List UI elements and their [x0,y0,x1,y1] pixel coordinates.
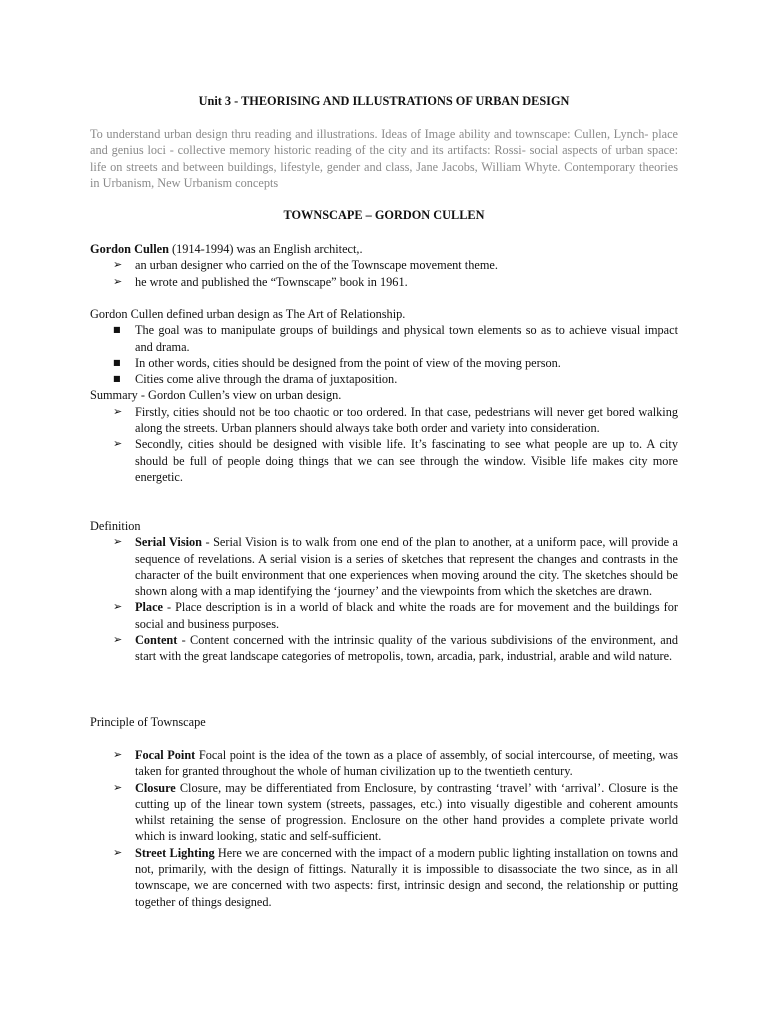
arrow-bullet-icon: ➢ [113,404,123,418]
arrow-bullet-icon: ➢ [113,437,123,451]
list-item: ➢ Place - Place description is in a world of black and white the roads are for movement and the buildings for social and business purposes. [113,600,678,631]
bio-name: Gordon Cullen [90,242,169,256]
arrow-bullet-icon: ➢ [113,258,123,272]
principle-section [90,714,678,730]
summary-list [90,404,678,485]
square-bullet-icon: ■ [113,325,121,335]
definition-section [90,518,678,665]
relationship-section [90,306,678,485]
bio-line [90,241,678,257]
summary-heading: Summary - Gordon Cullen’s view on urban design. [90,388,342,403]
principle-heading: Principle of Townscape [90,715,206,729]
arrow-bullet-icon: ➢ [113,600,123,614]
term: Street Lighting [135,845,215,860]
arrow-bullet-icon: ➢ [113,535,123,549]
definition-heading: Definition [90,519,141,533]
square-bullet-icon: ■ [113,357,121,367]
list-item: ➢ Focal Point Focal point is the idea of the town as a place of assembly, of social intercourse, of meeting, was taken for granted throughout the whole of human civilization up to the twentieth century. [113,748,678,779]
arrow-bullet-icon: ➢ [113,780,123,794]
list-item: ➢ Content - Content concerned with the intrinsic quality of the various subdivisions of the environment, and start with the great landscape categories of metropolis, town, arcadia, park, industrial, arable and wild nature. [113,633,678,664]
term: Serial Vision [135,535,203,550]
list-item: ➢ Closure Closure, may be differentiated from Enclosure, by contrasting ‘travel’ with ‘arrival’. Closure is the cutting up of the linear town system (streets, passages, etc.) into visually digestible and coherent amounts whilst retaining the sense of progression. Enclosure on the other hand provides a complete private world which is inward looking, static and self-sufficient. [113,780,678,844]
arrow-bullet-icon: ➢ [113,748,123,761]
definition-list [90,534,678,664]
bio-list [90,257,678,290]
list-item: ➢ an urban designer who carried on the of the Townscape movement theme. [113,258,498,273]
principle-list-block [90,747,678,910]
unit-title: Unit 3 - THEORISING AND ILLUSTRATIONS OF URBAN DESIGN [198,94,570,108]
term: Content [135,633,178,648]
term: Closure [135,780,176,795]
principle-list [90,747,678,910]
list-item: ➢ Secondly, cities should be designed with visible life. It’s fascinating to see what people are up to. A city should be full of people doing things that we can see through the window. Visible life makes city more energetic. [113,437,678,484]
list-item: ➢ Serial Vision - Serial Vision is to walk from one end of the plan to another, at a uniform pace, will provide a sequence of revelations. A serial vision is a series of sketches that represent the changes and contrasts in the character of the built environment that one experiences when moving around the city. The sketches should be shown along with a map identifying the ‘journey’ and the viewpoints from which the sketches are drawn. [113,535,678,599]
list-item: ➢ he wrote and published the “Townscape” book in 1961. [113,274,408,289]
list-item: ■ The goal was to manipulate groups of buildings and physical town elements so as to achieve visual impact and drama. [113,323,678,354]
term: Focal Point [135,748,196,762]
list-item: ➢ Street Lighting Here we are concerned with the impact of a modern public lighting installation on towns and not, primarily, with the design of fittings. Naturally it is impossible to disassociate the two since, as in all townscape, we are concerned with two aspects: first, intrinsic design and second, the relationship or putting together of things designed. [113,845,679,909]
bio-section [90,241,678,290]
arrow-bullet-icon: ➢ [113,274,123,288]
arrow-bullet-icon: ➢ [113,845,123,859]
list-item: ➢ Firstly, cities should not be too chaotic or too ordered. In that case, pedestrians will never get bored walking along the streets. Urban planners should always take both order and variety into consideration. [113,404,678,436]
relationship-list [90,322,678,387]
intro-paragraph: To understand urban design thru reading and illustrations. Ideas of Image ability and townscape: Cullen, Lynch- place and genius loci - collective memory historic reading of the city and its artifacts: Rossi- social aspects of urban space: life on streets and between buildings, lifestyle, gender and class, Jane Jacobs, William Whyte. Contemporary theories in Urbanism, New Urbanism concepts [90,127,678,190]
section-title: TOWNSCAPE – GORDON CULLEN [283,208,485,222]
list-item: ■ Cities come alive through the drama of juxtaposition. [113,372,398,387]
relationship-heading: Gordon Cullen defined urban design as The Art of Relationship. [90,307,406,321]
bio-rest: (1914-1994) was an English architect,. [168,242,363,256]
arrow-bullet-icon: ➢ [113,633,123,647]
list-item: ■ In other words, cities should be designed from the point of view of the moving person. [113,355,561,370]
term: Place [135,600,163,615]
square-bullet-icon: ■ [113,374,121,384]
